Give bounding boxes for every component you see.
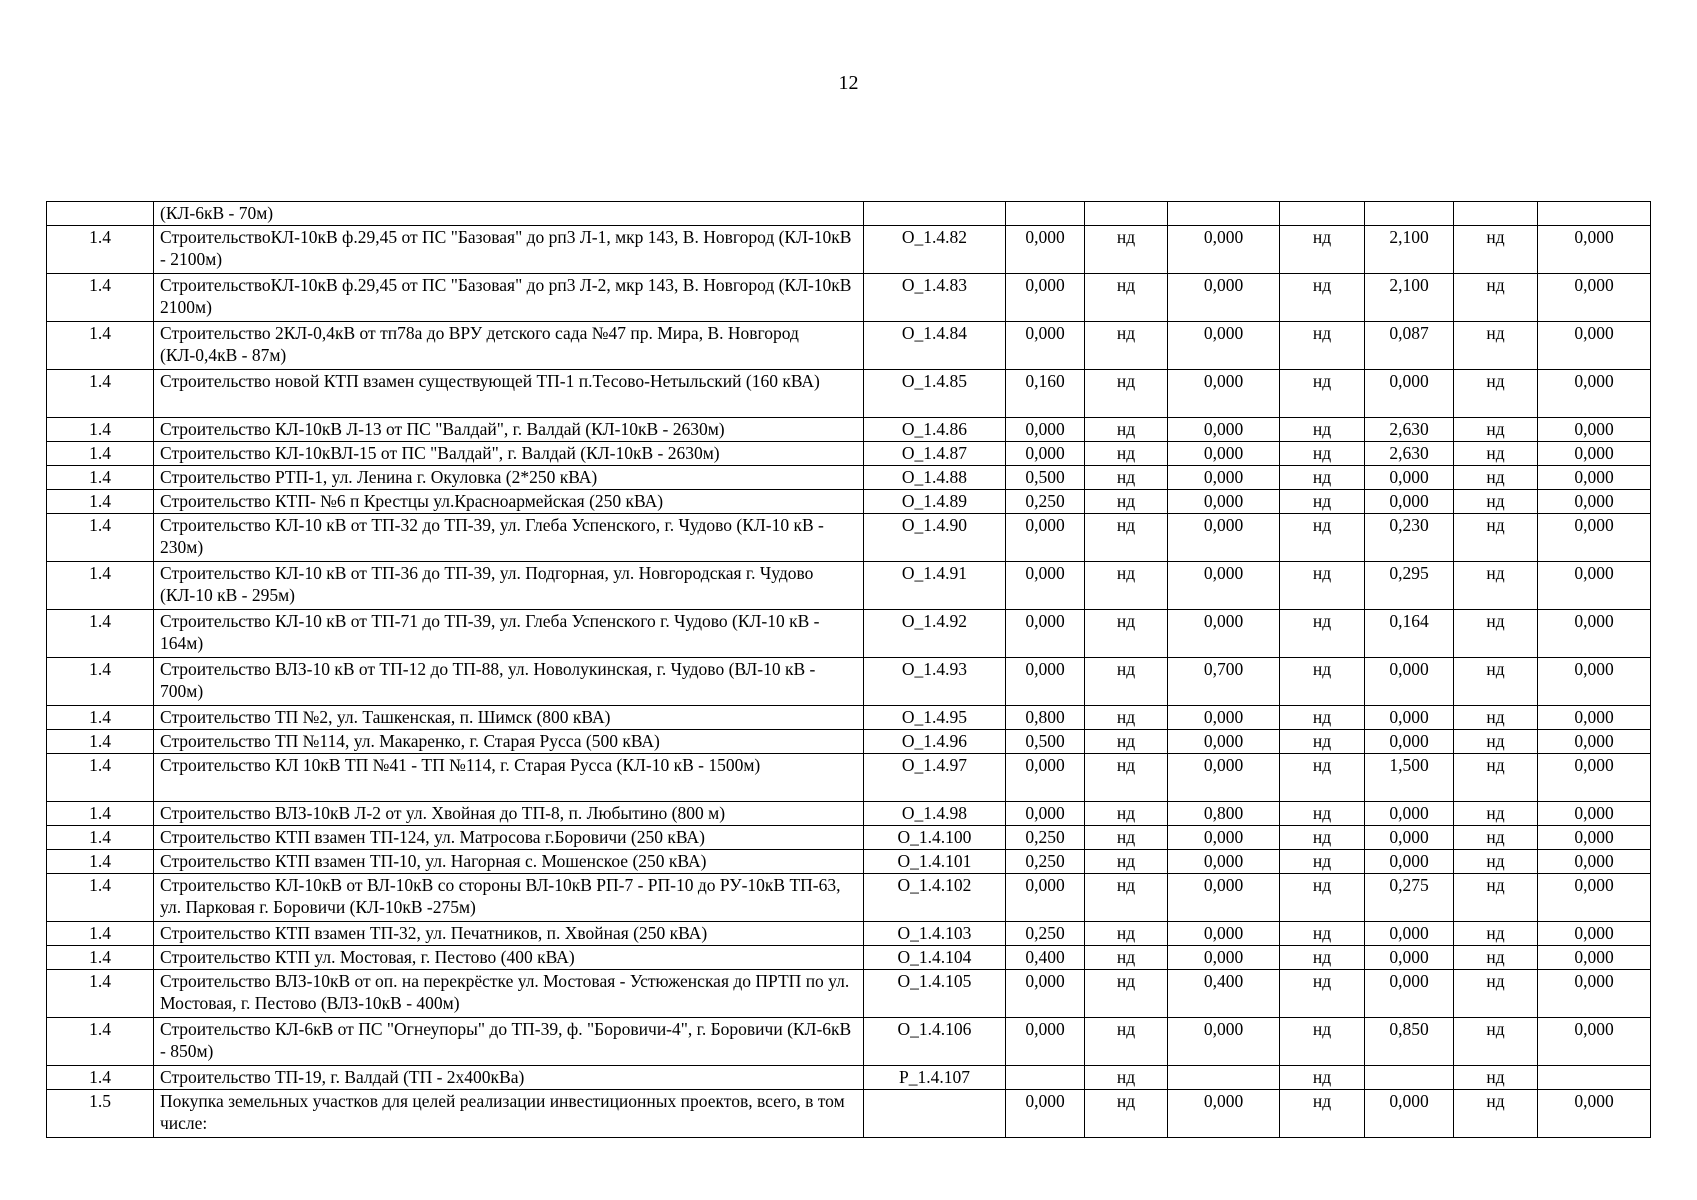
- row-number: 1.4: [47, 466, 154, 490]
- table-row: [47, 1018, 1651, 1066]
- row-value-4: 0,000: [1538, 418, 1651, 442]
- row-value-2: 0,000: [1168, 946, 1280, 970]
- row-value-4: 0,000: [1538, 658, 1651, 706]
- row-number: 1.4: [47, 874, 154, 922]
- row-value-4: 0,000: [1538, 562, 1651, 610]
- row-value-1: 0,000: [1006, 874, 1085, 922]
- row-nd-2: нд: [1280, 322, 1365, 370]
- row-nd-1: нд: [1085, 730, 1168, 754]
- row-nd-3: нд: [1454, 610, 1538, 658]
- row-description: Строительство РТП-1, ул. Ленина г. Окуловка (2*250 кВА): [154, 466, 864, 490]
- row-number: 1.4: [47, 562, 154, 610]
- row-nd-3: нд: [1454, 418, 1538, 442]
- row-description: Строительство КТП ул. Мостовая, г. Пестово (400 кВА): [154, 946, 864, 970]
- row-value-3: 0,230: [1365, 514, 1454, 562]
- row-value-3: 0,087: [1365, 322, 1454, 370]
- row-nd-1: нд: [1085, 1066, 1168, 1090]
- row-value-2: 0,000: [1168, 1090, 1280, 1138]
- row-description: Покупка земельных участков для целей реализации инвестиционных проектов, всего, в том числе:: [154, 1090, 864, 1138]
- row-value-1: [1006, 202, 1085, 226]
- row-value-3: 0,295: [1365, 562, 1454, 610]
- row-number: 1.4: [47, 826, 154, 850]
- row-nd-1: нд: [1085, 754, 1168, 802]
- row-nd-1: нд: [1085, 1090, 1168, 1138]
- row-description: Строительство КТП взамен ТП-32, ул. Печатников, п. Хвойная (250 кВА): [154, 922, 864, 946]
- table-row: [47, 874, 1651, 922]
- row-description: Строительство КЛ-10 кВ от ТП-32 до ТП-39, ул. Глеба Успенского, г. Чудово (КЛ-10 кВ - 230м): [154, 514, 864, 562]
- row-code: О_1.4.85: [864, 370, 1006, 418]
- row-nd-3: нд: [1454, 1066, 1538, 1090]
- row-number: 1.4: [47, 442, 154, 466]
- row-value-1: 0,250: [1006, 490, 1085, 514]
- row-value-1: 0,000: [1006, 274, 1085, 322]
- row-number: 1.4: [47, 970, 154, 1018]
- row-description: Строительство КЛ-10кВЛ-15 от ПС "Валдай", г. Валдай (КЛ-10кВ - 2630м): [154, 442, 864, 466]
- row-code: О_1.4.83: [864, 274, 1006, 322]
- row-description: Строительство КЛ 10кВ ТП №41 - ТП №114, г. Старая Русса (КЛ-10 кВ - 1500м): [154, 754, 864, 802]
- row-value-2: 0,000: [1168, 466, 1280, 490]
- row-code: [864, 202, 1006, 226]
- row-value-4: 0,000: [1538, 754, 1651, 802]
- table-row: [47, 610, 1651, 658]
- row-code: О_1.4.100: [864, 826, 1006, 850]
- row-nd-3: нд: [1454, 874, 1538, 922]
- row-number: 1.4: [47, 1066, 154, 1090]
- row-value-2: 0,000: [1168, 562, 1280, 610]
- row-code: О_1.4.92: [864, 610, 1006, 658]
- row-code: О_1.4.89: [864, 490, 1006, 514]
- row-nd-1: нд: [1085, 850, 1168, 874]
- row-nd-3: нд: [1454, 850, 1538, 874]
- row-description: Строительство ВЛЗ-10кВ от оп. на перекрёстке ул. Мостовая - Устюженская до ПРТП по ул. Мостовая, г. Пестово (ВЛЗ-10кВ - 400м): [154, 970, 864, 1018]
- row-nd-2: нд: [1280, 466, 1365, 490]
- row-value-2: 0,000: [1168, 706, 1280, 730]
- table-row: [47, 322, 1651, 370]
- table-row: [47, 562, 1651, 610]
- row-nd-1: нд: [1085, 442, 1168, 466]
- row-description: Строительство ВЛЗ-10 кВ от ТП-12 до ТП-88, ул. Новолукинская, г. Чудово (ВЛ-10 кВ - 700м): [154, 658, 864, 706]
- row-value-3: 0,000: [1365, 826, 1454, 850]
- row-nd-2: нд: [1280, 706, 1365, 730]
- row-code: О_1.4.103: [864, 922, 1006, 946]
- table-row: [47, 826, 1651, 850]
- row-value-2: 0,000: [1168, 754, 1280, 802]
- table-row: [47, 754, 1651, 802]
- row-nd-3: нд: [1454, 946, 1538, 970]
- row-value-4: 0,000: [1538, 730, 1651, 754]
- table-row: [47, 442, 1651, 466]
- row-number: 1.4: [47, 490, 154, 514]
- row-nd-1: нд: [1085, 1018, 1168, 1066]
- row-nd-2: нд: [1280, 730, 1365, 754]
- row-value-3: 2,100: [1365, 226, 1454, 274]
- row-nd-1: нд: [1085, 490, 1168, 514]
- row-number: 1.4: [47, 226, 154, 274]
- row-nd-1: нд: [1085, 322, 1168, 370]
- row-value-2: 0,000: [1168, 442, 1280, 466]
- row-value-1: 0,250: [1006, 850, 1085, 874]
- row-value-1: 0,000: [1006, 418, 1085, 442]
- row-nd-2: нд: [1280, 610, 1365, 658]
- row-value-1: 0,000: [1006, 1090, 1085, 1138]
- row-nd-3: нд: [1454, 562, 1538, 610]
- row-value-1: 0,250: [1006, 826, 1085, 850]
- table-row: [47, 202, 1651, 226]
- table-row: [47, 658, 1651, 706]
- row-number: 1.4: [47, 610, 154, 658]
- row-nd-2: нд: [1280, 1018, 1365, 1066]
- row-value-3: 2,630: [1365, 418, 1454, 442]
- row-value-1: 0,000: [1006, 658, 1085, 706]
- row-value-4: 0,000: [1538, 466, 1651, 490]
- row-nd-1: нд: [1085, 922, 1168, 946]
- row-description: Строительство КЛ-6кВ от ПС "Огнеупоры" до ТП-39, ф. "Боровичи-4", г. Боровичи (КЛ-6кВ - 850м): [154, 1018, 864, 1066]
- row-number: 1.4: [47, 370, 154, 418]
- row-code: О_1.4.98: [864, 802, 1006, 826]
- row-value-3: 0,164: [1365, 610, 1454, 658]
- row-value-4: 0,000: [1538, 322, 1651, 370]
- row-number: 1.4: [47, 850, 154, 874]
- table-row: [47, 970, 1651, 1018]
- row-value-2: 0,000: [1168, 226, 1280, 274]
- row-nd-1: нд: [1085, 970, 1168, 1018]
- row-code: О_1.4.93: [864, 658, 1006, 706]
- row-value-2: 0,700: [1168, 658, 1280, 706]
- row-number: 1.4: [47, 730, 154, 754]
- row-description: Строительство ТП-19, г. Валдай (ТП - 2х400кВа): [154, 1066, 864, 1090]
- row-nd-2: нд: [1280, 442, 1365, 466]
- table-body: [47, 202, 1651, 1138]
- row-value-4: [1538, 202, 1651, 226]
- row-nd-2: нд: [1280, 970, 1365, 1018]
- row-nd-3: нд: [1454, 730, 1538, 754]
- row-number: 1.4: [47, 322, 154, 370]
- row-number: 1.4: [47, 754, 154, 802]
- row-value-3: 0,000: [1365, 970, 1454, 1018]
- row-value-1: 0,000: [1006, 442, 1085, 466]
- table-row: [47, 730, 1651, 754]
- row-value-4: 0,000: [1538, 226, 1651, 274]
- table-row: [47, 1090, 1651, 1138]
- table-row: [47, 850, 1651, 874]
- row-value-4: 0,000: [1538, 370, 1651, 418]
- row-nd-2: нд: [1280, 802, 1365, 826]
- row-nd-3: нд: [1454, 970, 1538, 1018]
- row-nd-1: нд: [1085, 226, 1168, 274]
- row-value-2: 0,800: [1168, 802, 1280, 826]
- table-row: [47, 802, 1651, 826]
- row-nd-1: нд: [1085, 466, 1168, 490]
- row-value-1: 0,000: [1006, 322, 1085, 370]
- row-description: Строительство КЛ-10 кВ от ТП-36 до ТП-39, ул. Подгорная, ул. Новгородская г. Чудово (КЛ-10 кВ - 295м): [154, 562, 864, 610]
- row-nd-1: нд: [1085, 610, 1168, 658]
- row-description: Строительство КТП- №6 п Крестцы ул.Красноармейская (250 кВА): [154, 490, 864, 514]
- row-value-2: 0,000: [1168, 922, 1280, 946]
- page-number: 12: [838, 72, 859, 94]
- row-value-1: 0,000: [1006, 226, 1085, 274]
- row-nd-3: нд: [1454, 754, 1538, 802]
- row-nd-1: нд: [1085, 514, 1168, 562]
- row-value-4: 0,000: [1538, 490, 1651, 514]
- row-nd-2: нд: [1280, 922, 1365, 946]
- row-value-3: 0,275: [1365, 874, 1454, 922]
- row-description: СтроительствоКЛ-10кВ ф.29,45 от ПС "Базовая" до рп3 Л-2, мкр 143, В. Новгород (КЛ-10кВ 2100м): [154, 274, 864, 322]
- row-number: 1.4: [47, 514, 154, 562]
- row-nd-3: нд: [1454, 466, 1538, 490]
- row-description: Строительство новой КТП взамен существующей ТП-1 п.Тесово-Нетыльский (160 кВА): [154, 370, 864, 418]
- row-nd-1: нд: [1085, 802, 1168, 826]
- row-number: [47, 202, 154, 226]
- row-nd-1: нд: [1085, 826, 1168, 850]
- row-value-2: 0,000: [1168, 490, 1280, 514]
- row-code: О_1.4.102: [864, 874, 1006, 922]
- row-code: О_1.4.97: [864, 754, 1006, 802]
- table-row: [47, 490, 1651, 514]
- row-code: О_1.4.82: [864, 226, 1006, 274]
- row-nd-1: нд: [1085, 370, 1168, 418]
- row-value-1: 0,800: [1006, 706, 1085, 730]
- row-value-3: 0,000: [1365, 658, 1454, 706]
- row-value-1: 0,500: [1006, 730, 1085, 754]
- row-value-3: 2,100: [1365, 274, 1454, 322]
- row-value-1: 0,400: [1006, 946, 1085, 970]
- row-value-3: 0,000: [1365, 850, 1454, 874]
- row-nd-1: нд: [1085, 562, 1168, 610]
- row-nd-2: нд: [1280, 226, 1365, 274]
- row-description: Строительство ТП №2, ул. Ташкенская, п. Шимск (800 кВА): [154, 706, 864, 730]
- row-number: 1.4: [47, 802, 154, 826]
- row-description: (КЛ-6кВ - 70м): [154, 202, 864, 226]
- row-nd-1: нд: [1085, 946, 1168, 970]
- row-nd-2: нд: [1280, 826, 1365, 850]
- row-value-2: 0,000: [1168, 274, 1280, 322]
- table-row: [47, 946, 1651, 970]
- row-number: 1.4: [47, 706, 154, 730]
- row-nd-1: нд: [1085, 658, 1168, 706]
- table-row: [47, 1066, 1651, 1090]
- row-code: О_1.4.96: [864, 730, 1006, 754]
- row-value-1: 0,000: [1006, 802, 1085, 826]
- row-description: Строительство КЛ-10 кВ от ТП-71 до ТП-39, ул. Глеба Успенского г. Чудово (КЛ-10 кВ - 164м): [154, 610, 864, 658]
- row-value-4: 0,000: [1538, 826, 1651, 850]
- row-code: О_1.4.106: [864, 1018, 1006, 1066]
- row-value-4: 0,000: [1538, 274, 1651, 322]
- row-nd-2: [1280, 202, 1365, 226]
- row-nd-2: нд: [1280, 562, 1365, 610]
- row-nd-3: нд: [1454, 922, 1538, 946]
- row-value-3: 0,000: [1365, 706, 1454, 730]
- row-value-3: 0,850: [1365, 1018, 1454, 1066]
- row-number: 1.4: [47, 418, 154, 442]
- row-value-4: 0,000: [1538, 610, 1651, 658]
- row-value-2: 0,000: [1168, 826, 1280, 850]
- row-value-4: 0,000: [1538, 946, 1651, 970]
- row-value-1: 0,250: [1006, 922, 1085, 946]
- row-value-1: 0,000: [1006, 562, 1085, 610]
- row-nd-1: нд: [1085, 274, 1168, 322]
- row-value-4: 0,000: [1538, 970, 1651, 1018]
- row-nd-3: нд: [1454, 802, 1538, 826]
- row-value-3: 1,500: [1365, 754, 1454, 802]
- row-nd-2: нд: [1280, 874, 1365, 922]
- row-value-4: 0,000: [1538, 706, 1651, 730]
- row-value-2: [1168, 202, 1280, 226]
- row-value-1: 0,160: [1006, 370, 1085, 418]
- row-description: Строительство КЛ-10кВ от ВЛ-10кВ со стороны ВЛ-10кВ РП-7 - РП-10 до РУ-10кВ ТП-63, ул. Парковая г. Боровичи (КЛ-10кВ -275м): [154, 874, 864, 922]
- row-nd-3: нд: [1454, 370, 1538, 418]
- row-value-2: 0,000: [1168, 418, 1280, 442]
- table-row: [47, 466, 1651, 490]
- row-description: Строительство КТП взамен ТП-10, ул. Нагорная с. Мошенское (250 кВА): [154, 850, 864, 874]
- row-number: 1.5: [47, 1090, 154, 1138]
- row-code: О_1.4.90: [864, 514, 1006, 562]
- row-nd-3: нд: [1454, 442, 1538, 466]
- row-nd-2: нд: [1280, 514, 1365, 562]
- row-value-4: 0,000: [1538, 850, 1651, 874]
- row-code: О_1.4.84: [864, 322, 1006, 370]
- row-nd-2: нд: [1280, 946, 1365, 970]
- table-row: [47, 514, 1651, 562]
- row-number: 1.4: [47, 946, 154, 970]
- row-value-2: 0,400: [1168, 970, 1280, 1018]
- row-value-1: 0,000: [1006, 754, 1085, 802]
- row-description: Строительство 2КЛ-0,4кВ от тп78а до ВРУ детского сада №47 пр. Мира, В. Новгород (КЛ-0,4кВ - 87м): [154, 322, 864, 370]
- row-value-2: 0,000: [1168, 322, 1280, 370]
- table-row: [47, 226, 1651, 274]
- row-code: [864, 1090, 1006, 1138]
- row-value-2: 0,000: [1168, 1018, 1280, 1066]
- row-nd-2: нд: [1280, 274, 1365, 322]
- row-nd-3: нд: [1454, 274, 1538, 322]
- row-value-3: 0,000: [1365, 730, 1454, 754]
- row-description: Строительство ВЛЗ-10кВ Л-2 от ул. Хвойная до ТП-8, п. Любытино (800 м): [154, 802, 864, 826]
- row-description: Строительство КТП взамен ТП-124, ул. Матросова г.Боровичи (250 кВА): [154, 826, 864, 850]
- row-value-1: 0,000: [1006, 610, 1085, 658]
- table-row: [47, 274, 1651, 322]
- row-value-1: 0,000: [1006, 970, 1085, 1018]
- table-row: [47, 370, 1651, 418]
- row-description: СтроительствоКЛ-10кВ ф.29,45 от ПС "Базовая" до рп3 Л-1, мкр 143, В. Новгород (КЛ-10кВ - 2100м): [154, 226, 864, 274]
- row-nd-3: нд: [1454, 514, 1538, 562]
- row-nd-2: нд: [1280, 1090, 1365, 1138]
- row-value-2: 0,000: [1168, 610, 1280, 658]
- row-code: О_1.4.91: [864, 562, 1006, 610]
- row-nd-2: нд: [1280, 754, 1365, 802]
- row-number: 1.4: [47, 274, 154, 322]
- row-nd-3: нд: [1454, 706, 1538, 730]
- row-value-2: 0,000: [1168, 850, 1280, 874]
- row-value-2: 0,000: [1168, 370, 1280, 418]
- row-nd-3: нд: [1454, 658, 1538, 706]
- row-nd-3: нд: [1454, 1018, 1538, 1066]
- row-code: Р_1.4.107: [864, 1066, 1006, 1090]
- row-value-3: 0,000: [1365, 490, 1454, 514]
- row-value-4: 0,000: [1538, 1018, 1651, 1066]
- row-value-3: [1365, 202, 1454, 226]
- row-number: 1.4: [47, 1018, 154, 1066]
- row-nd-3: нд: [1454, 826, 1538, 850]
- row-nd-1: нд: [1085, 706, 1168, 730]
- row-value-4: 0,000: [1538, 514, 1651, 562]
- row-nd-1: нд: [1085, 418, 1168, 442]
- row-code: О_1.4.88: [864, 466, 1006, 490]
- row-value-4: 0,000: [1538, 922, 1651, 946]
- row-description: Строительство ТП №114, ул. Макаренко, г. Старая Русса (500 кВА): [154, 730, 864, 754]
- row-nd-2: нд: [1280, 850, 1365, 874]
- row-value-4: 0,000: [1538, 1090, 1651, 1138]
- row-code: О_1.4.87: [864, 442, 1006, 466]
- row-value-1: 0,000: [1006, 514, 1085, 562]
- row-value-4: 0,000: [1538, 874, 1651, 922]
- row-code: О_1.4.95: [864, 706, 1006, 730]
- row-value-2: [1168, 1066, 1280, 1090]
- row-code: О_1.4.105: [864, 970, 1006, 1018]
- row-nd-2: нд: [1280, 370, 1365, 418]
- row-value-2: 0,000: [1168, 514, 1280, 562]
- row-nd-3: нд: [1454, 226, 1538, 274]
- row-code: О_1.4.104: [864, 946, 1006, 970]
- row-value-2: 0,000: [1168, 730, 1280, 754]
- table-row: [47, 922, 1651, 946]
- row-description: Строительство КЛ-10кВ Л-13 от ПС "Валдай", г. Валдай (КЛ-10кВ - 2630м): [154, 418, 864, 442]
- row-nd-2: нд: [1280, 490, 1365, 514]
- row-value-4: [1538, 1066, 1651, 1090]
- row-code: О_1.4.86: [864, 418, 1006, 442]
- row-nd-2: нд: [1280, 1066, 1365, 1090]
- row-value-3: 0,000: [1365, 466, 1454, 490]
- row-value-4: 0,000: [1538, 802, 1651, 826]
- row-value-2: 0,000: [1168, 874, 1280, 922]
- row-number: 1.4: [47, 922, 154, 946]
- row-value-3: 0,000: [1365, 922, 1454, 946]
- row-nd-2: нд: [1280, 418, 1365, 442]
- row-nd-1: [1085, 202, 1168, 226]
- row-value-3: 0,000: [1365, 1090, 1454, 1138]
- row-value-3: 0,000: [1365, 370, 1454, 418]
- row-value-1: [1006, 1066, 1085, 1090]
- table-row: [47, 706, 1651, 730]
- row-value-3: 2,630: [1365, 442, 1454, 466]
- row-value-3: 0,000: [1365, 946, 1454, 970]
- row-value-1: 0,000: [1006, 1018, 1085, 1066]
- row-value-3: 0,000: [1365, 802, 1454, 826]
- row-nd-3: нд: [1454, 490, 1538, 514]
- row-nd-1: нд: [1085, 874, 1168, 922]
- investment-table: [46, 201, 1651, 1138]
- row-nd-3: нд: [1454, 1090, 1538, 1138]
- row-nd-3: нд: [1454, 322, 1538, 370]
- row-nd-2: нд: [1280, 658, 1365, 706]
- row-nd-3: [1454, 202, 1538, 226]
- row-value-3: [1365, 1066, 1454, 1090]
- row-value-4: 0,000: [1538, 442, 1651, 466]
- table-row: [47, 418, 1651, 442]
- row-code: О_1.4.101: [864, 850, 1006, 874]
- row-value-1: 0,500: [1006, 466, 1085, 490]
- row-number: 1.4: [47, 658, 154, 706]
